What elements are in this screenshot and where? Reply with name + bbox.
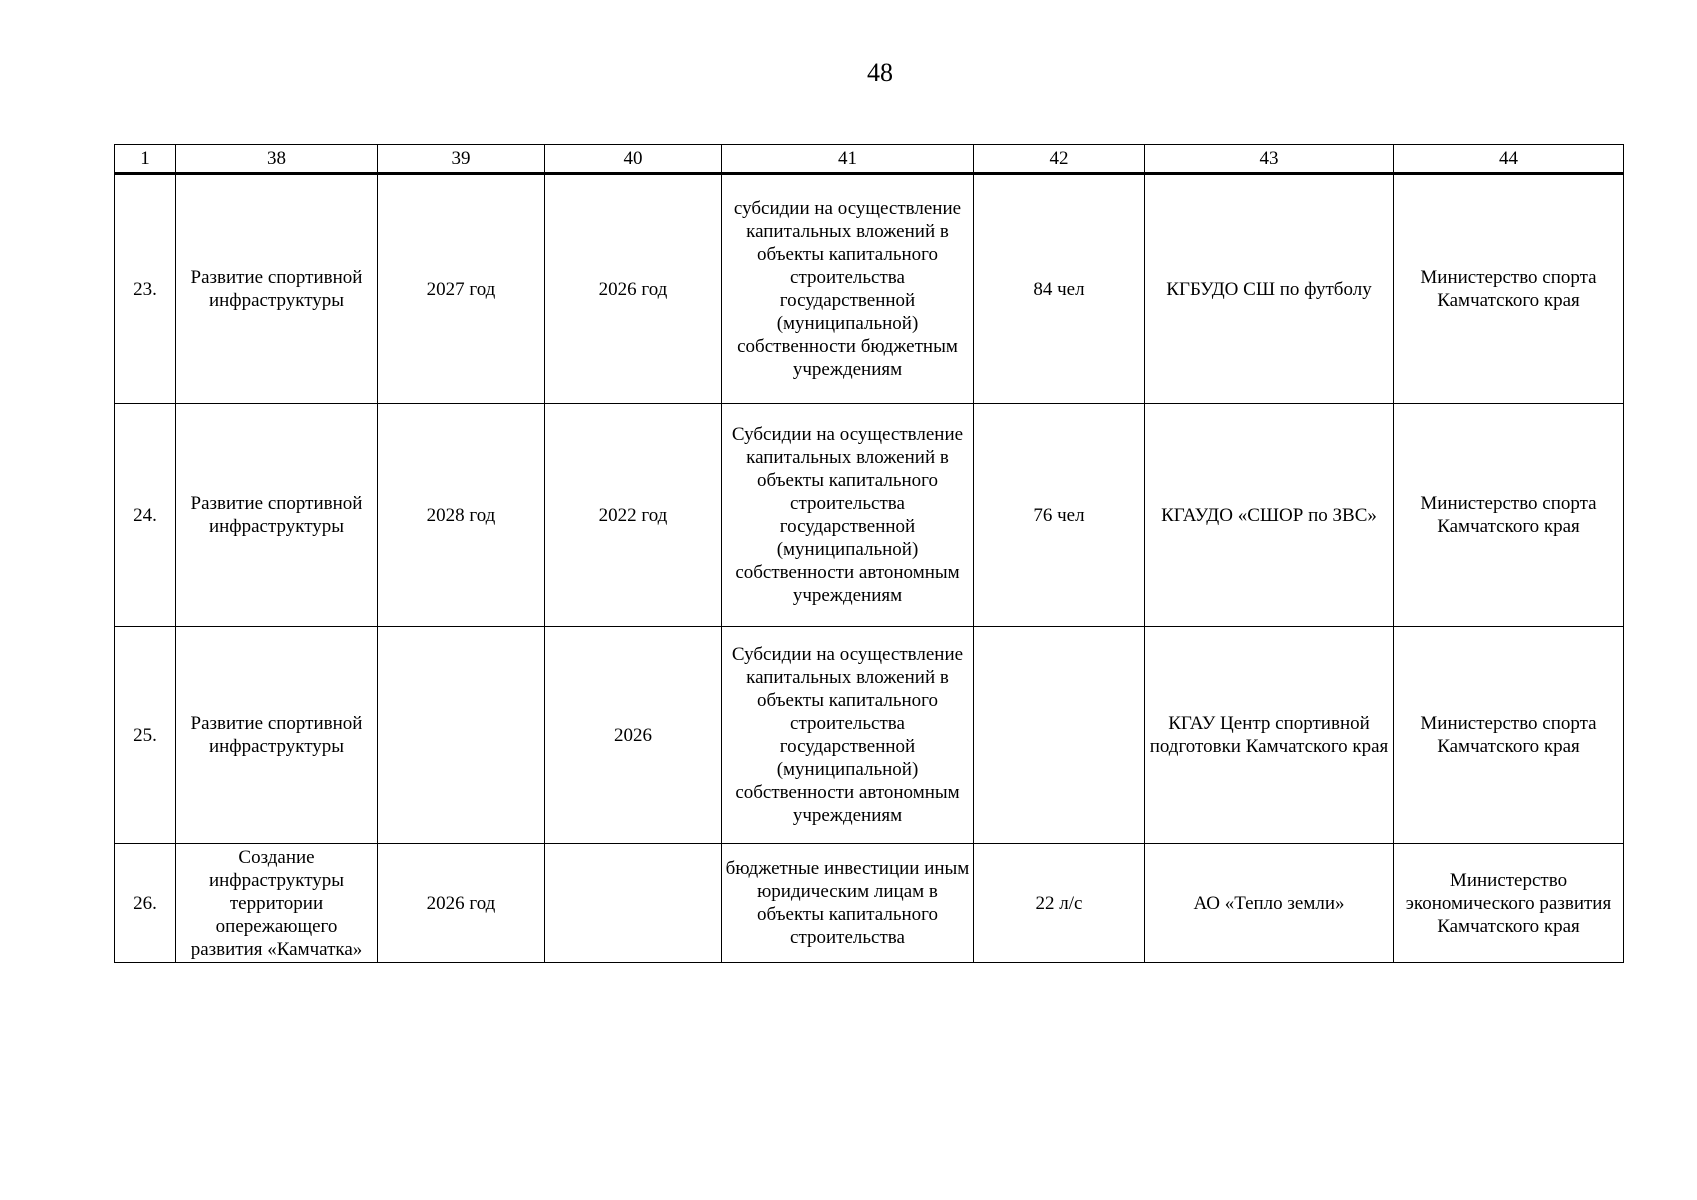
responsible-cell: Министерство спорта Камчатского края — [1394, 174, 1624, 404]
header-cell-1: 1 — [115, 145, 176, 174]
header-cell-44: 44 — [1394, 145, 1624, 174]
recipient-cell: КГБУДО СШ по футболу — [1145, 174, 1394, 404]
direction-cell: Развитие спортивной инфраструктуры — [176, 174, 378, 404]
year-40-cell: 2026 год — [545, 174, 722, 404]
responsible-cell: Министерство спорта Камчатского края — [1394, 627, 1624, 844]
responsible-cell: Министерство экономического развития Камчатского края — [1394, 844, 1624, 963]
capacity-cell: 76 чел — [974, 404, 1145, 627]
header-cell-41: 41 — [722, 145, 974, 174]
capacity-cell: 84 чел — [974, 174, 1145, 404]
table-row — [115, 174, 1624, 404]
funding-form-cell: бюджетные инвестиции иным юридическим лицам в объекты капитального строительства — [722, 844, 974, 963]
recipient-cell: АО «Тепло земли» — [1145, 844, 1394, 963]
direction-cell: Развитие спортивной инфраструктуры — [176, 627, 378, 844]
year-39-cell: 2027 год — [378, 174, 545, 404]
direction-cell: Развитие спортивной инфраструктуры — [176, 404, 378, 627]
year-39-cell: 2028 год — [378, 404, 545, 627]
funding-form-cell: субсидии на осуществление капитальных вложений в объекты капитального строительства государственной (муниципальной) собственности бюджетным учреждениям — [722, 174, 974, 404]
table-row — [115, 627, 1624, 844]
data-table — [114, 144, 1624, 963]
header-cell-43: 43 — [1145, 145, 1394, 174]
responsible-cell: Министерство спорта Камчатского края — [1394, 404, 1624, 627]
year-40-cell: 2026 — [545, 627, 722, 844]
direction-cell: Создание инфраструктуры территории опережающего развития «Камчатка» — [176, 844, 378, 963]
year-40-cell: 2022 год — [545, 404, 722, 627]
capacity-cell: 22 л/с — [974, 844, 1145, 963]
row-number-cell: 23. — [115, 174, 176, 404]
row-number-cell: 24. — [115, 404, 176, 627]
year-39-cell: 2026 год — [378, 844, 545, 963]
header-row — [115, 145, 1624, 174]
header-cell-42: 42 — [974, 145, 1145, 174]
recipient-cell: КГАУ Центр спортивной подготовки Камчатского края — [1145, 627, 1394, 844]
header-cell-39: 39 — [378, 145, 545, 174]
capacity-cell — [974, 627, 1145, 844]
header-cell-38: 38 — [176, 145, 378, 174]
table-row — [115, 844, 1624, 963]
funding-form-cell: Субсидии на осуществление капитальных вложений в объекты капитального строительства государственной (муниципальной) собственности автономным учреждениям — [722, 627, 974, 844]
table-row — [115, 404, 1624, 627]
header-cell-40: 40 — [545, 145, 722, 174]
funding-form-cell: Субсидии на осуществление капитальных вложений в объекты капитального строительства государственной (муниципальной) собственности автономным учреждениям — [722, 404, 974, 627]
year-40-cell — [545, 844, 722, 963]
page-number: 48 — [867, 58, 893, 87]
row-number-cell: 26. — [115, 844, 176, 963]
recipient-cell: КГАУДО «СШОР по ЗВС» — [1145, 404, 1394, 627]
year-39-cell — [378, 627, 545, 844]
row-number-cell: 25. — [115, 627, 176, 844]
